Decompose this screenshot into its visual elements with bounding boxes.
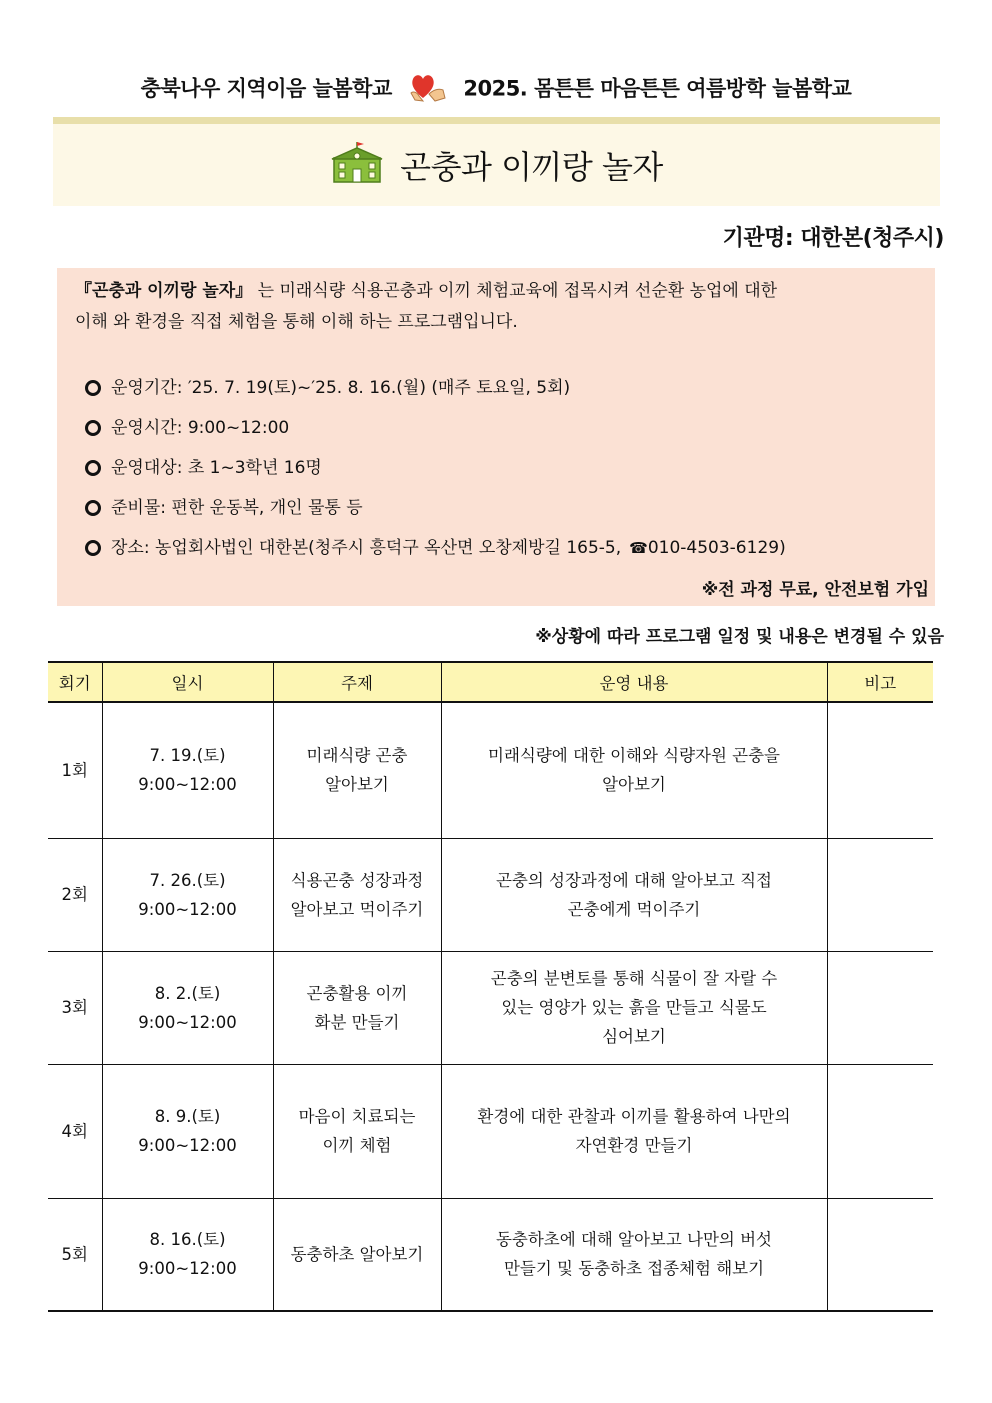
table-row: [48, 838, 933, 951]
table-row: [48, 1198, 933, 1311]
cell-datetime: 8. 9.(토) 9:00~12:00: [102, 1064, 273, 1198]
title-banner: [53, 117, 940, 206]
cell-note: [827, 1198, 933, 1311]
detail-supplies: 준비물: 편한 운동복, 개인 물통 등: [85, 488, 917, 528]
cell-datetime: 7. 26.(토) 9:00~12:00: [102, 838, 273, 951]
school-icon: [330, 142, 384, 188]
table-row: [48, 702, 933, 838]
intro-line-2: 이해 와 환경을 직접 체험을 통해 이해 하는 프로그램입니다.: [75, 312, 518, 332]
cell-content: 미래식량에 대한 이해와 식량자원 곤충을 알아보기: [441, 702, 827, 838]
cell-topic: 식용곤충 성장과정 알아보고 먹이주기: [273, 838, 441, 951]
cell-datetime: 8. 16.(토) 9:00~12:00: [102, 1198, 273, 1311]
header-content: 운영 내용: [441, 662, 827, 702]
header-note: 비고: [827, 662, 933, 702]
schedule-table: [48, 661, 933, 1312]
bullet-circle-icon: [85, 500, 101, 516]
cell-note: [827, 702, 933, 838]
cell-note: [827, 1064, 933, 1198]
phone-number: 010-4503-6129): [647, 538, 786, 558]
bullet-circle-icon: [85, 380, 101, 396]
program-details: [75, 368, 917, 568]
header-session: 회기: [48, 662, 102, 702]
detail-time: 운영시간: 9:00~12:00: [85, 408, 917, 448]
cell-content: 곤충의 성장과정에 대해 알아보고 직접 곤충에게 먹이주기: [441, 838, 827, 951]
cell-session: 3회: [48, 951, 102, 1064]
cell-session: 5회: [48, 1198, 102, 1311]
cell-topic: 곤충활용 이끼 화분 만들기: [273, 951, 441, 1064]
cell-topic: 동충하초 알아보기: [273, 1198, 441, 1311]
table-row: [48, 1064, 933, 1198]
change-notice: ※상황에 따라 프로그램 일정 및 내용은 변경될 수 있음: [535, 627, 944, 647]
cell-session: 1회: [48, 702, 102, 838]
program-info-box: [57, 268, 935, 606]
cell-note: [827, 951, 933, 1064]
detail-target: 운영대상: 초 1~3학년 16명: [85, 448, 917, 488]
header-left: 충북나우 지역이음 늘봄학교: [140, 76, 392, 101]
bullet-circle-icon: [85, 420, 101, 436]
table-header-row: [48, 662, 933, 702]
free-note: ※전 과정 무료, 안전보험 가입: [701, 580, 929, 600]
cell-content: 환경에 대한 관찰과 이끼를 활용하여 나만의 자연환경 만들기: [441, 1064, 827, 1198]
cell-datetime: 8. 2.(토) 9:00~12:00: [102, 951, 273, 1064]
detail-period: 운영기간: ′25. 7. 19(토)~′25. 8. 16.(월) (매주 토요일, 5회): [85, 368, 917, 408]
cell-topic: 마음이 치료되는 이끼 체험: [273, 1064, 441, 1198]
cell-session: 2회: [48, 838, 102, 951]
heart-hands-icon: [409, 72, 447, 107]
bullet-circle-icon: [85, 460, 101, 476]
table-row: [48, 951, 933, 1064]
header-datetime: 일시: [102, 662, 273, 702]
program-intro: [75, 276, 917, 338]
cell-content: 곤충의 분변토를 통해 식물이 잘 자랄 수 있는 영양가 있는 흙을 만들고 식물도 심어보기: [441, 951, 827, 1064]
phone-icon: ☎: [629, 539, 648, 557]
cell-session: 4회: [48, 1064, 102, 1198]
header-topic: 주제: [273, 662, 441, 702]
organization-name: 기관명: 대한본(청주시): [722, 226, 944, 251]
cell-topic: 미래식량 곤충 알아보기: [273, 702, 441, 838]
cell-note: [827, 838, 933, 951]
page-header: [0, 72, 992, 107]
header-right: 2025. 몸튼튼 마음튼튼 여름방학 늘봄학교: [463, 76, 852, 101]
program-name: 『곤충과 이끼랑 놀자』: [75, 281, 253, 301]
detail-location: 장소: 농업회사법인 대한본(청주시 흥덕구 옥산면 오창제방길 165-5, ☎ 010-4503-6129): [85, 528, 917, 568]
page-title: 곤충과 이끼랑 놀자: [400, 148, 663, 186]
bullet-circle-icon: [85, 540, 101, 556]
cell-content: 동충하초에 대해 알아보고 나만의 버섯 만들기 및 동충하초 접종체험 해보기: [441, 1198, 827, 1311]
cell-datetime: 7. 19.(토) 9:00~12:00: [102, 702, 273, 838]
intro-line-1: 는 미래식량 식용곤충과 이끼 체험교육에 접목시켜 선순환 농업에 대한: [257, 281, 778, 301]
